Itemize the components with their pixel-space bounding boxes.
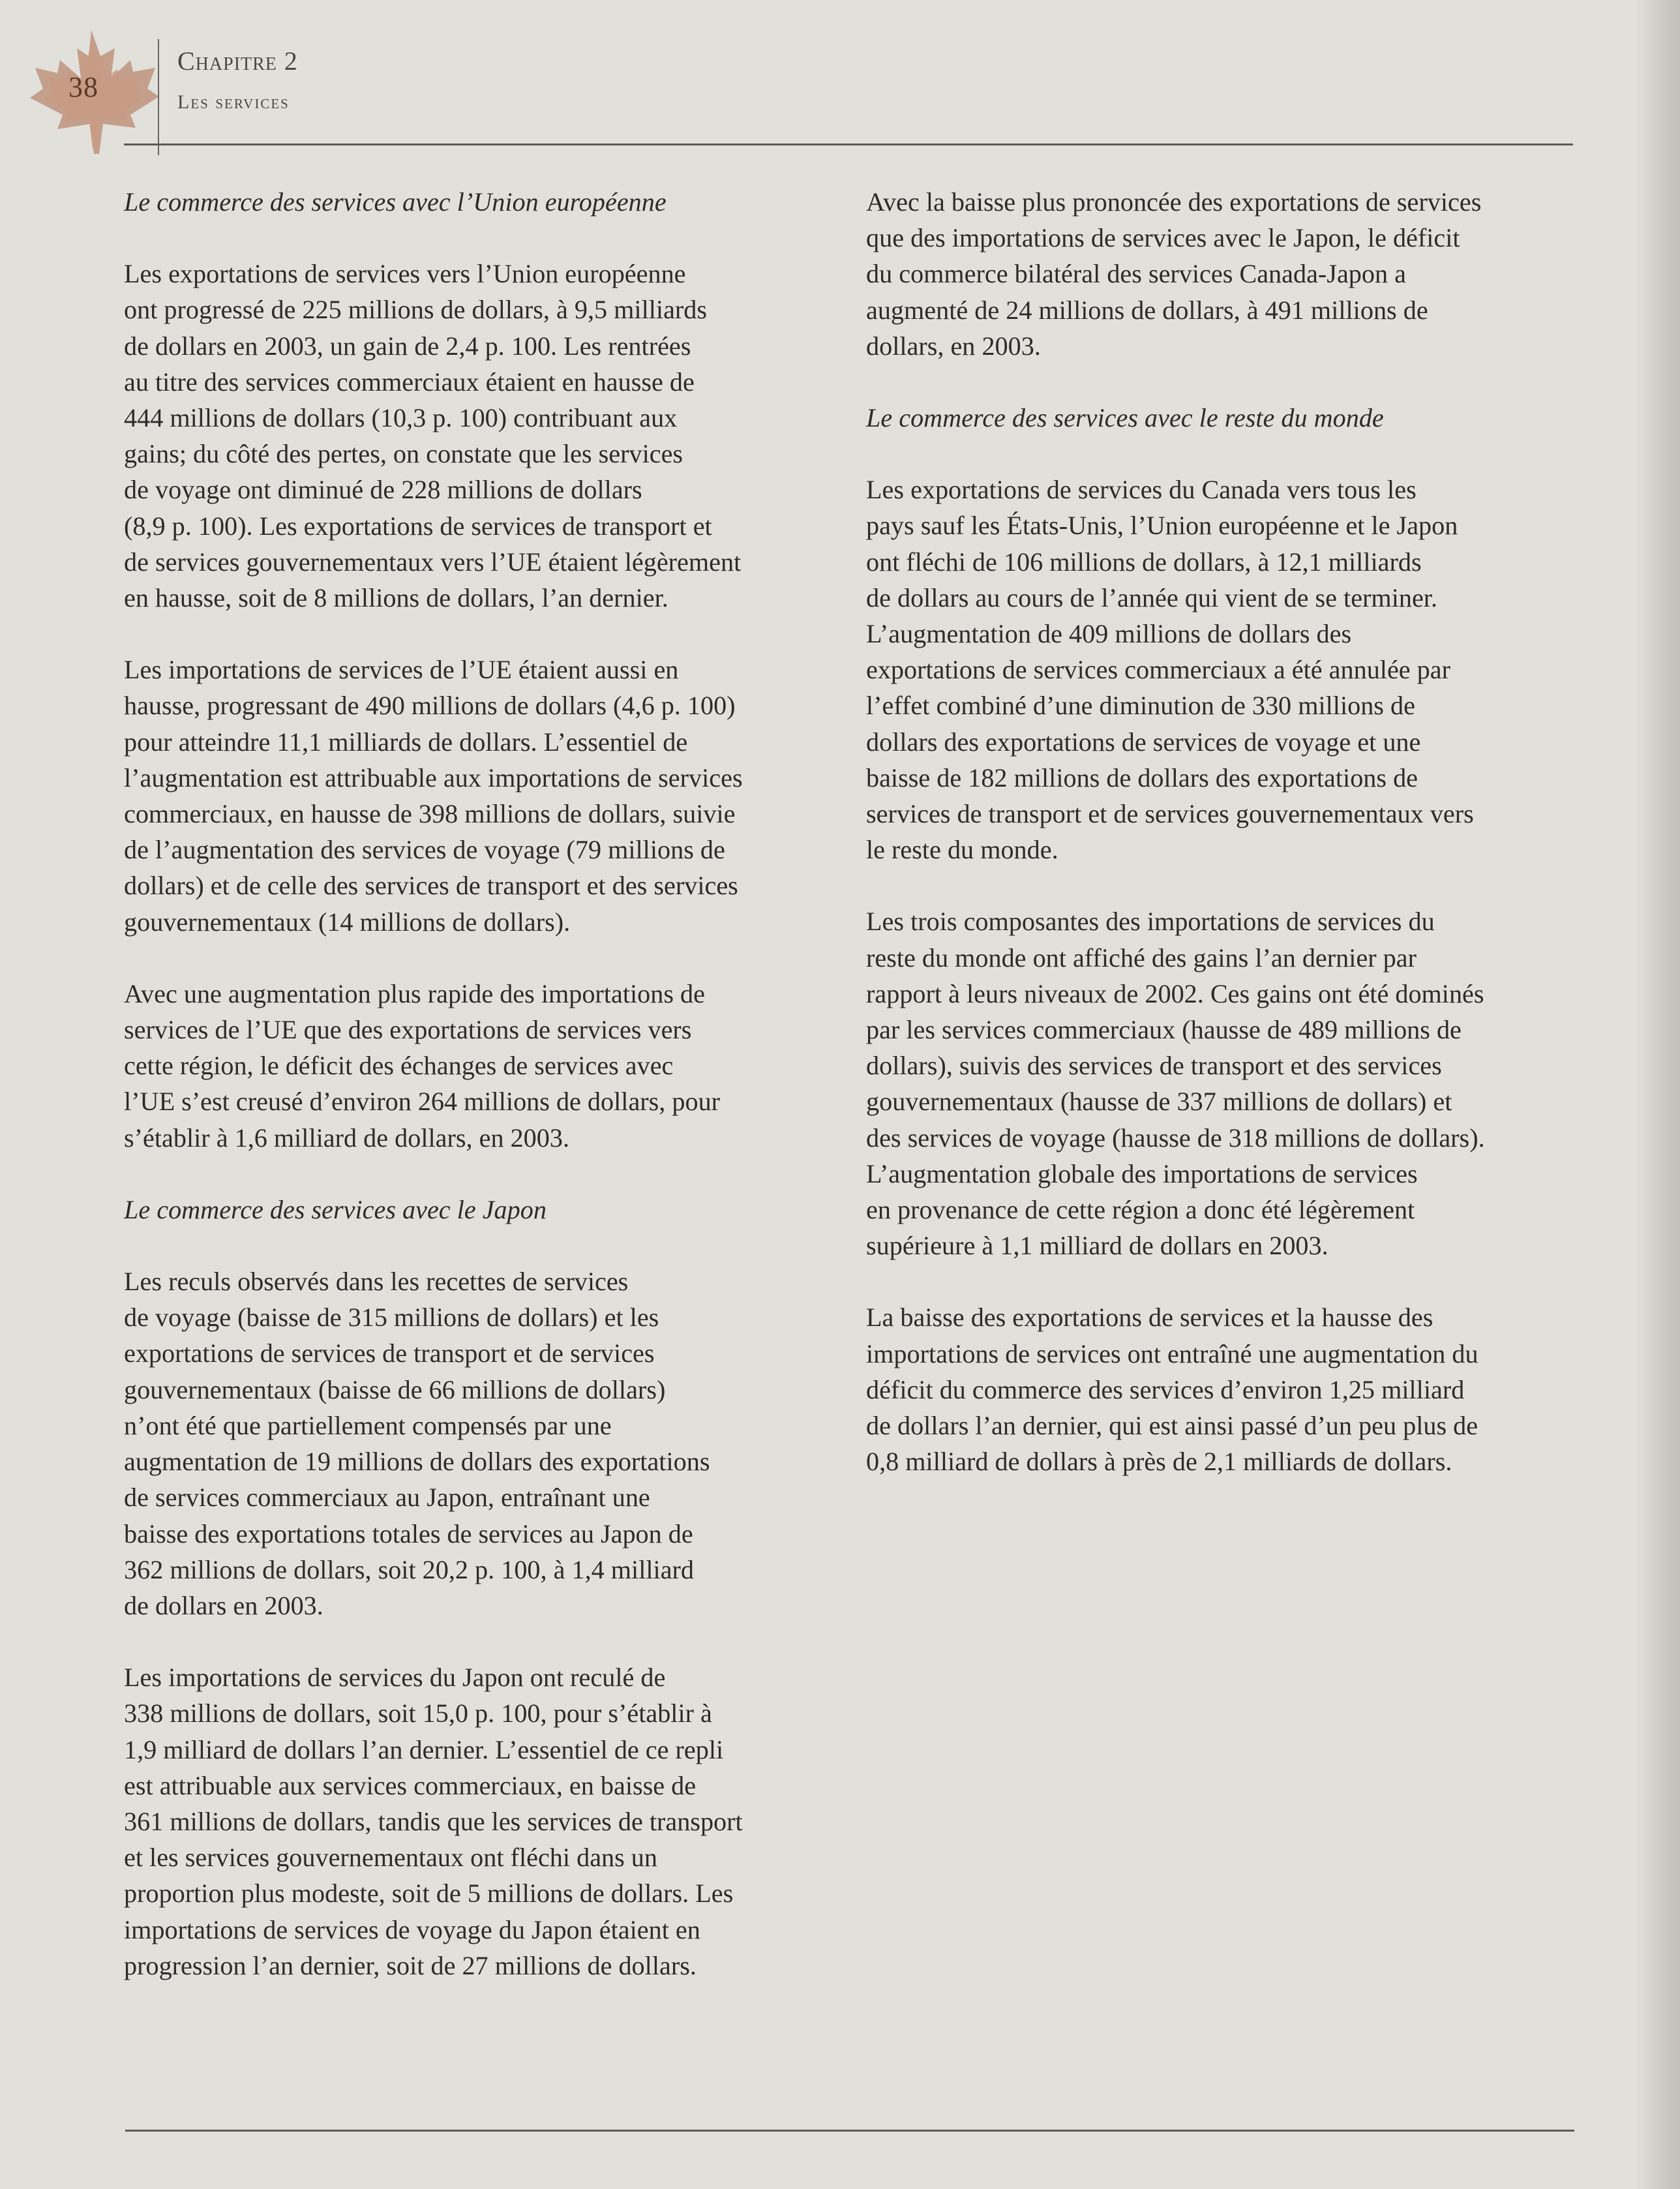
text-line: de voyage ont diminué de 228 millions de dollars xyxy=(124,475,642,505)
chapter-title: Chapitre 2 xyxy=(177,46,298,76)
text-line: le reste du monde. xyxy=(866,835,1058,865)
text-line: dollars) et de celle des services de transport et des services xyxy=(124,871,738,901)
text-line: est attribuable aux services commerciaux, en baisse de xyxy=(124,1770,697,1800)
left-column xyxy=(124,184,854,2019)
section-heading xyxy=(124,184,854,220)
text-line: pays sauf les États-Unis, l’Union européenne et le Japon xyxy=(866,511,1458,541)
text-line: importations de services de voyage du Japon étaient en xyxy=(124,1914,700,1944)
right-column xyxy=(866,184,1583,1516)
text-line: de services commerciaux au Japon, entraînant une xyxy=(124,1483,650,1513)
section-title: Les services xyxy=(177,91,290,113)
text-line: Avec la baisse plus prononcée des exportations de services xyxy=(866,187,1482,217)
text-line: Les importations de services du Japon ont reculé de xyxy=(124,1663,666,1693)
text-line: Le commerce des services avec le Japon xyxy=(124,1194,547,1224)
text-line: Le commerce des services avec le reste du monde xyxy=(866,403,1384,433)
text-line: progression l’an dernier, soit de 27 millions de dollars. xyxy=(124,1950,697,1980)
text-line: Les exportations de services du Canada vers tous les xyxy=(866,475,1417,505)
paragraph xyxy=(124,256,854,616)
text-line: importations de services ont entraîné une augmentation du xyxy=(866,1338,1478,1368)
text-line: augmentation de 19 millions de dollars des exportations xyxy=(124,1447,710,1477)
text-line: hausse, progressant de 490 millions de dollars (4,6 p. 100) xyxy=(124,691,736,721)
text-line: dollars des exportations de services de voyage et une xyxy=(866,727,1421,757)
page-number: 38 xyxy=(68,71,98,103)
header-divider-vertical xyxy=(158,39,159,155)
text-line: proportion plus modeste, soit de 5 millions de dollars. Les xyxy=(124,1879,734,1909)
text-line: 338 millions de dollars, soit 15,0 p. 100, pour s’établir à xyxy=(124,1698,712,1729)
text-line: gouvernementaux (baisse de 66 millions de dollars) xyxy=(124,1374,666,1404)
text-line: et les services gouvernementaux ont fléchi dans un xyxy=(124,1843,657,1873)
text-line: 444 millions de dollars (10,3 p. 100) contribuant aux xyxy=(124,403,678,433)
text-line: baisse de 182 millions de dollars des exportations de xyxy=(866,762,1418,793)
text-line: déficit du commerce des services d’environ 1,25 milliard xyxy=(866,1374,1465,1404)
text-line: de dollars au cours de l’année qui vient de se terminer. xyxy=(866,582,1438,612)
text-line: l’UE s’est creusé d’environ 264 millions de dollars, pour xyxy=(124,1087,721,1117)
text-line: exportations de services commerciaux a été annulée par xyxy=(866,655,1450,685)
text-line: pour atteindre 11,1 milliards de dollars. L’essentiel de xyxy=(124,727,688,757)
text-line: au titre des services commerciaux étaient en hausse de xyxy=(124,367,695,397)
text-line: baisse des exportations totales de services au Japon de xyxy=(124,1518,693,1548)
text-line: augmenté de 24 millions de dollars, à 491 millions de xyxy=(866,295,1428,325)
text-line: 361 millions de dollars, tandis que les services de transport xyxy=(124,1806,743,1836)
text-line: services de transport et de services gouvernementaux vers xyxy=(866,799,1474,829)
text-line: ont fléchi de 106 millions de dollars, à 12,1 milliards xyxy=(866,547,1422,577)
section-heading xyxy=(124,1192,854,1228)
text-line: de dollars en 2003, un gain de 2,4 p. 100. Les rentrées xyxy=(124,331,691,361)
text-line: dollars, en 2003. xyxy=(866,331,1041,361)
text-line: rapport à leurs niveaux de 2002. Ces gains ont été dominés xyxy=(866,978,1484,1008)
text-line: commerciaux, en hausse de 398 millions de dollars, suivie xyxy=(124,799,736,829)
paragraph xyxy=(124,652,854,940)
paragraph xyxy=(866,903,1583,1263)
text-line: dollars), suivis des services de transport et des services xyxy=(866,1051,1442,1081)
text-line: cette région, le déficit des échanges de services avec xyxy=(124,1051,674,1081)
text-line: services de l’UE que des exportations de services vers xyxy=(124,1015,692,1045)
paragraph xyxy=(866,472,1583,868)
paragraph xyxy=(124,1263,854,1623)
paragraph xyxy=(124,1659,854,1984)
text-line: supérieure à 1,1 milliard de dollars en 2003. xyxy=(866,1231,1328,1261)
text-line: 0,8 milliard de dollars à près de 2,1 milliards de dollars. xyxy=(866,1447,1452,1477)
text-line: gouvernementaux (hausse de 337 millions de dollars) et xyxy=(866,1087,1452,1117)
text-line: n’ont été que partiellement compensés par une xyxy=(124,1410,612,1440)
text-line: Les trois composantes des importations de services du xyxy=(866,907,1435,937)
page-edge-shadow xyxy=(1634,0,1680,2189)
text-line: de l’augmentation des services de voyage (79 millions de xyxy=(124,835,725,865)
text-line: L’augmentation globale des importations de services xyxy=(866,1158,1418,1188)
text-line: des services de voyage (hausse de 318 millions de dollars). xyxy=(866,1123,1485,1153)
text-line: 1,9 milliard de dollars l’an dernier. L’essentiel de ce repli xyxy=(124,1734,724,1764)
text-line: de dollars en 2003. xyxy=(124,1590,323,1620)
text-line: Les exportations de services vers l’Union européenne xyxy=(124,259,686,289)
text-line: Le commerce des services avec l’Union européenne xyxy=(124,187,667,217)
text-line: s’établir à 1,6 milliard de dollars, en 2003. xyxy=(124,1123,570,1153)
header-rule xyxy=(124,143,1573,145)
text-line: La baisse des exportations de services et la hausse des xyxy=(866,1303,1433,1333)
text-line: (8,9 p. 100). Les exportations de services de transport et xyxy=(124,511,712,541)
text-line: L’augmentation de 409 millions de dollars des xyxy=(866,619,1352,649)
text-line: de voyage (baisse de 315 millions de dollars) et les xyxy=(124,1303,659,1333)
footer-rule xyxy=(125,2130,1574,2132)
text-line: gains; du côté des pertes, on constate que les services xyxy=(124,439,683,469)
text-line: Les reculs observés dans les recettes de services xyxy=(124,1267,629,1297)
text-line: en provenance de cette région a donc été légèrement xyxy=(866,1195,1415,1225)
text-line: l’augmentation est attribuable aux importations de services xyxy=(124,762,743,793)
text-line: de services gouvernementaux vers l’UE étaient légèrement xyxy=(124,547,742,577)
text-line: Avec une augmentation plus rapide des importations de xyxy=(124,978,705,1008)
text-line: reste du monde ont affiché des gains l’an dernier par xyxy=(866,943,1417,973)
text-line: par les services commerciaux (hausse de 489 millions de xyxy=(866,1015,1462,1045)
section-heading xyxy=(866,400,1583,436)
text-line: que des importations de services avec le Japon, le déficit xyxy=(866,223,1460,253)
text-line: exportations de services de transport et de services xyxy=(124,1338,655,1368)
text-line: Les importations de services de l’UE étaient aussi en xyxy=(124,655,679,685)
paragraph xyxy=(866,184,1583,364)
text-line: en hausse, soit de 8 millions de dollars, l’an dernier. xyxy=(124,583,668,613)
text-line: de dollars l’an dernier, qui est ainsi passé d’un peu plus de xyxy=(866,1411,1478,1441)
text-line: 362 millions de dollars, soit 20,2 p. 100, à 1,4 milliard xyxy=(124,1554,695,1584)
text-line: ont progressé de 225 millions de dollars, à 9,5 milliards xyxy=(124,295,708,325)
text-line: gouvernementaux (14 millions de dollars). xyxy=(124,907,571,937)
text-line: l’effet combiné d’une diminution de 330 millions de xyxy=(866,691,1415,721)
text-line: du commerce bilatéral des services Canada-Japon a xyxy=(866,259,1406,289)
paragraph xyxy=(124,976,854,1156)
paragraph xyxy=(866,1299,1583,1479)
